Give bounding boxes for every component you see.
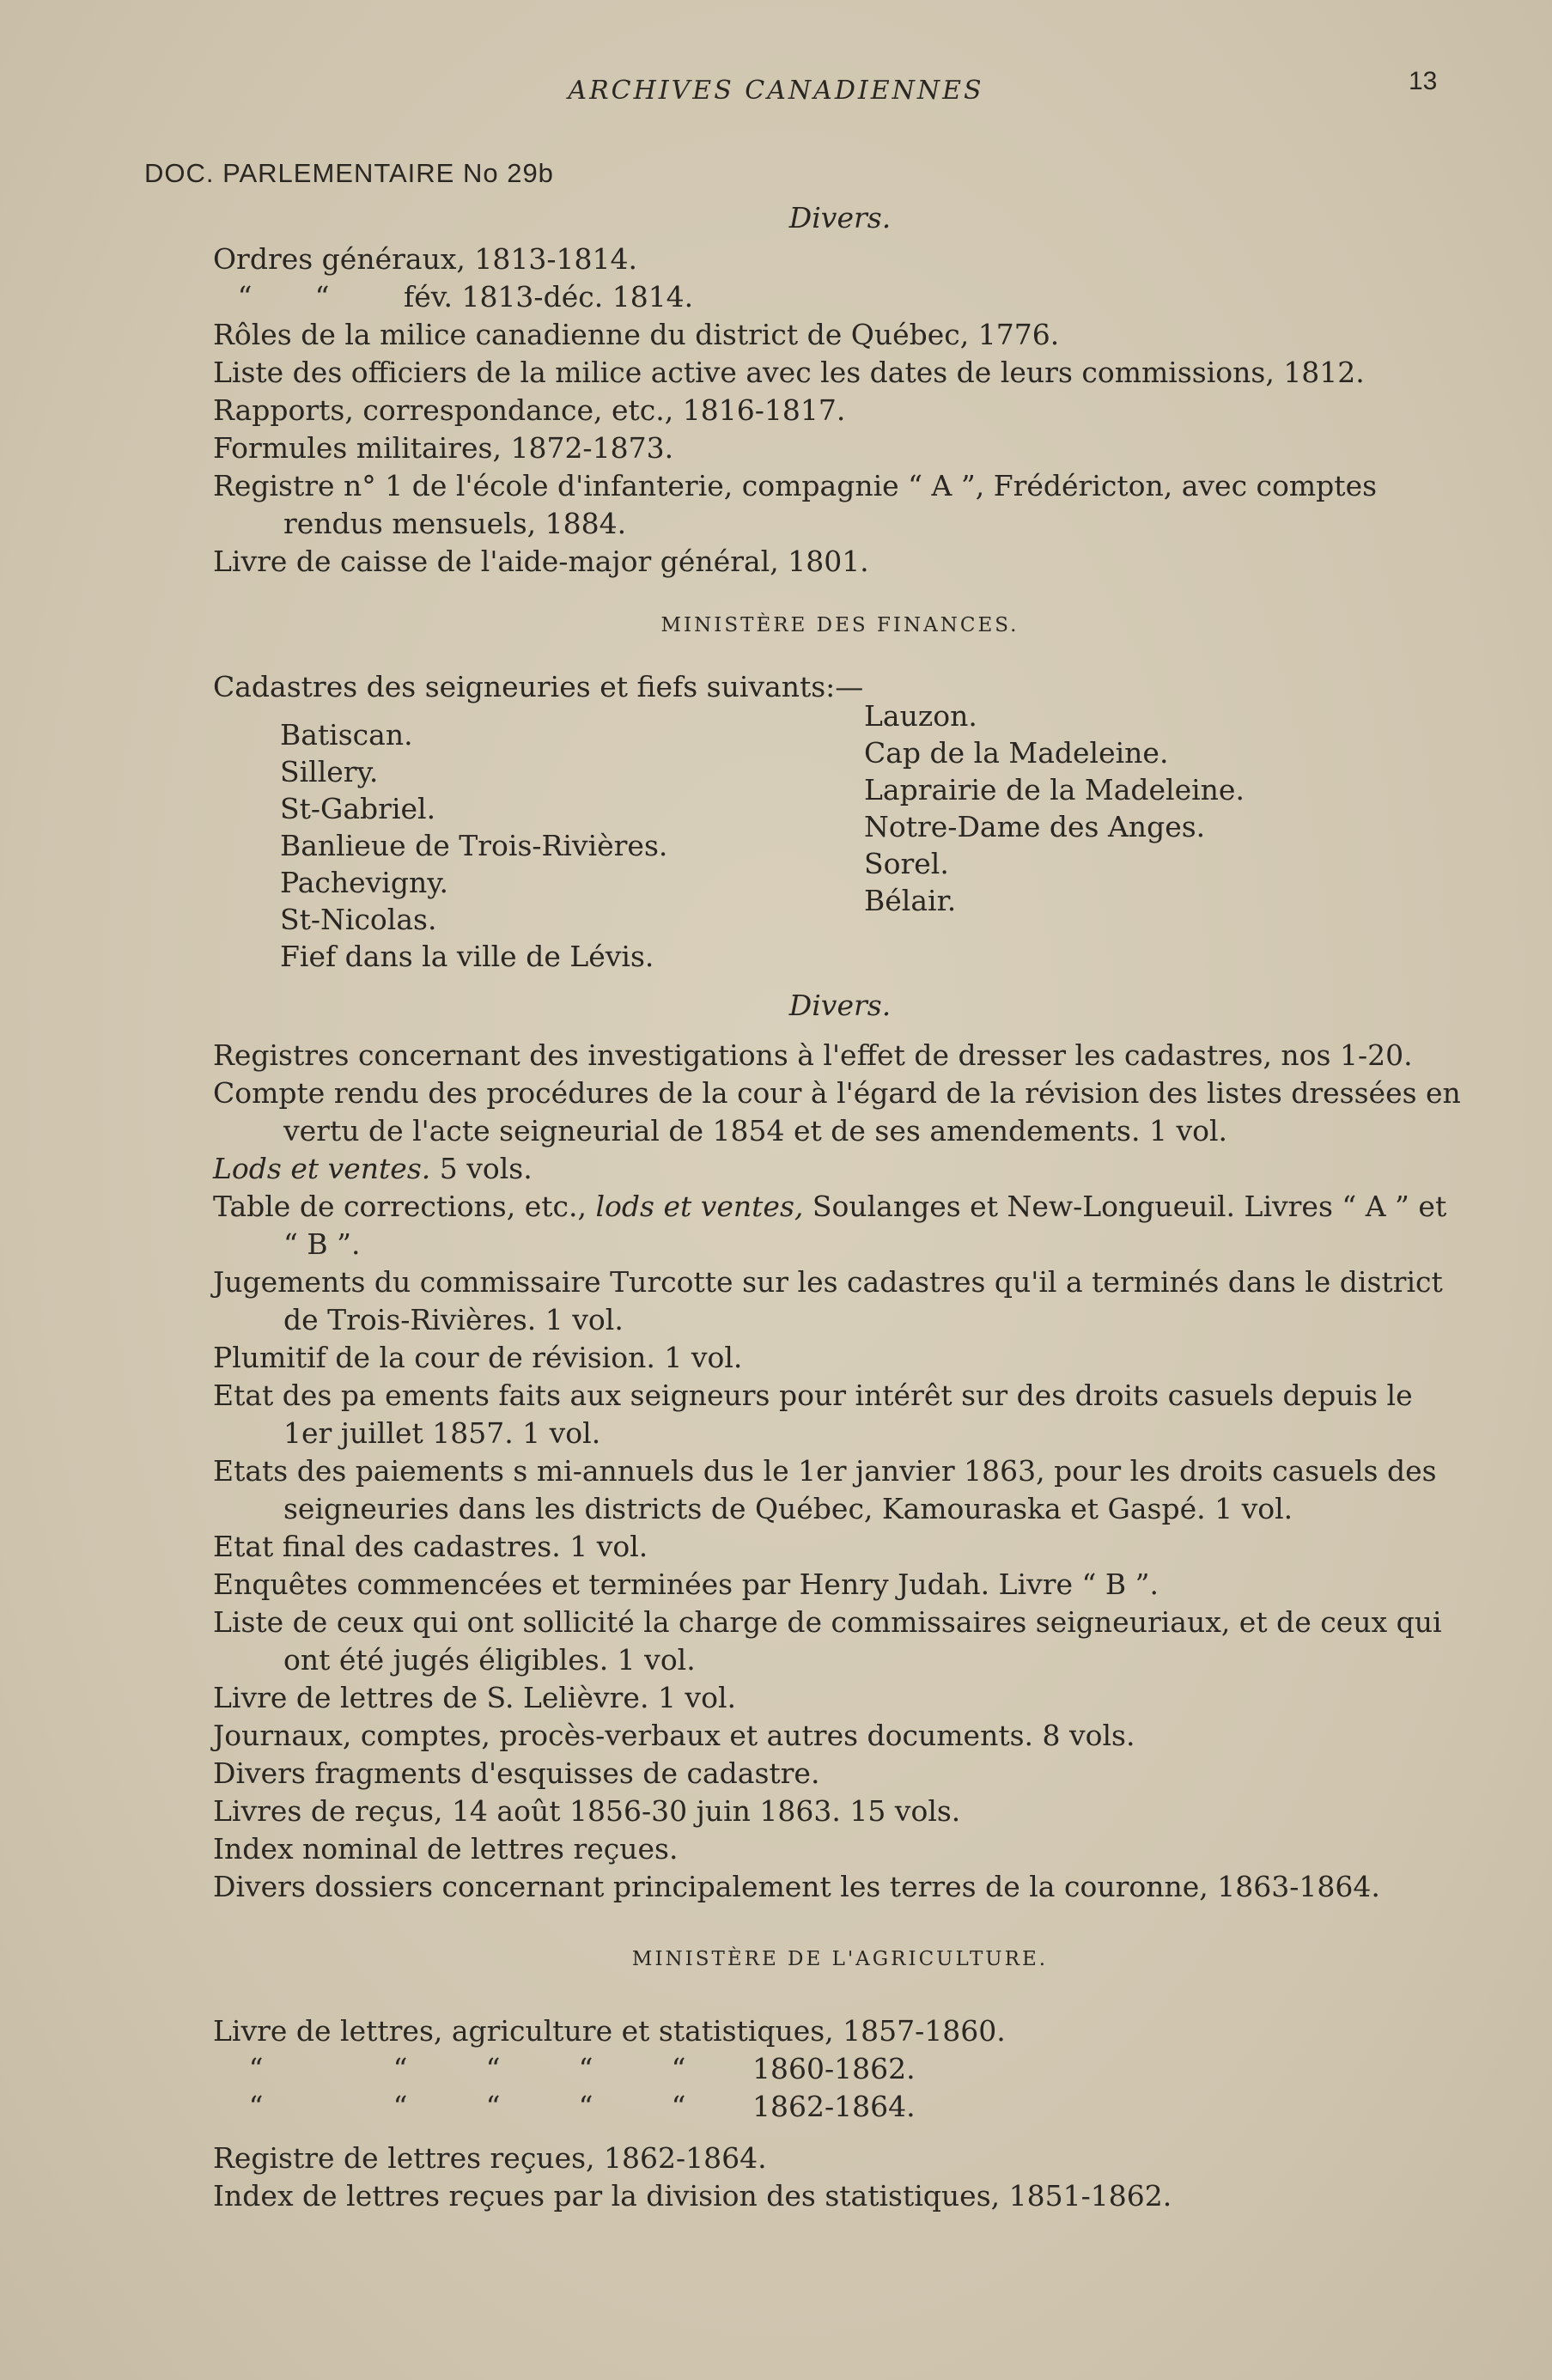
ditto-mark: “ [393, 2052, 408, 2085]
ditto-mark: “ [485, 2052, 501, 2085]
list-item: Plumitif de la cour de révision. 1 vol. [213, 1341, 743, 1374]
ditto-text: fév. 1813-déc. 1814. [404, 280, 694, 313]
section-heading-divers-2: Divers. [788, 989, 892, 1022]
section-heading-finances: MINISTÈRE DES FINANCES. [660, 614, 1019, 636]
list-item: Cap de la Madeleine. [864, 736, 1169, 770]
section-heading-divers-1: Divers. [788, 201, 892, 234]
page-number: 13 [1409, 67, 1438, 95]
section-agriculture [213, 2012, 1467, 2215]
list-item: Jugements du commissaire Turcotte sur les cadastres qu'il a terminés dans le district de Trois-Rivières. 1 vol. [213, 1265, 1443, 1336]
table-corrections-suffix: Soulanges et New-Longueuil. Livres “ A ” et “ B ”. [283, 1190, 1447, 1261]
list-item: Livre de lettres, agriculture et statistiques, 1857-1860. [213, 2014, 1006, 2048]
ditto-text: 1862-1864. [752, 2090, 916, 2123]
lods-et-ventes-volumes: 5 vols. [430, 1152, 533, 1185]
list-item: Compte rendu des procédures de la cour à l'égard de la révision des listes dressées en vertu de l'acte seigneurial de 1854 et de ses amendements. 1 vol. [213, 1076, 1461, 1147]
running-head: ARCHIVES CANADIENNES [568, 76, 984, 106]
ditto-mark: “ [671, 2090, 686, 2123]
seigneuries-right-column [864, 697, 1379, 975]
list-item: Sillery. [280, 755, 379, 788]
ditto-mark: “ [237, 280, 253, 313]
list-item: Banlieue de Trois-Rivières. [280, 829, 668, 862]
list-item: Journaux, comptes, procès-verbaux et autres documents. 8 vols. [213, 1719, 1135, 1752]
lods-et-ventes-label: Lods et ventes. [213, 1152, 431, 1185]
ditto-mark: “ [578, 2052, 593, 2085]
ditto-mark: “ [393, 2090, 408, 2123]
cadastres-intro: Cadastres des seigneuries et fiefs suivants:— [213, 670, 864, 703]
list-item: Enquêtes commencées et terminées par Henry Judah. Livre “ B ”. [213, 1567, 1159, 1601]
ditto-mark: “ [248, 2090, 264, 2123]
ditto-line [213, 2088, 1467, 2126]
list-item: Notre-Dame des Anges. [864, 810, 1206, 843]
list-item: Divers dossiers concernant principalement les terres de la couronne, 1863-1864. [213, 1870, 1380, 1903]
seigneuries-columns [213, 699, 1467, 975]
list-item: Divers fragments d'esquisses de cadastre. [213, 1756, 820, 1790]
document-reference: DOC. PARLEMENTAIRE No 29b [144, 158, 554, 188]
list-item: Lauzon. [864, 699, 977, 733]
list-item: Pachevigny. [280, 866, 448, 899]
list-item: Laprairie de la Madeleine. [864, 773, 1245, 807]
list-item: Liste de ceux qui ont sollicité la charge de commissaires seigneuriaux, et de ceux qui ont été jugés éligibles. 1 vol. [213, 1605, 1442, 1677]
list-item: Index de lettres reçues par la division des statistiques, 1851-1862. [213, 2179, 1172, 2213]
section-heading-agriculture: MINISTÈRE DE L'AGRICULTURE. [631, 1948, 1049, 1970]
ditto-line [213, 2050, 1467, 2088]
ditto-mark: “ [314, 280, 330, 313]
list-item: Bélair. [864, 884, 957, 917]
list-item: Registres concernant des investigations à l'effet de dresser les cadastres, nos 1-20. [213, 1038, 1413, 1072]
list-item: Livres de reçus, 14 août 1856-30 juin 1863. 15 vols. [213, 1794, 961, 1828]
list-item: Registre n° 1 de l'école d'infanterie, compagnie “ A ”, Frédéricton, avec comptes rendus mensuels, 1884. [213, 469, 1378, 540]
list-item: Etats des paiements s mi-annuels dus le 1er janvier 1863, pour les droits casuels des seigneuries dans les districts de Québec, Kamouraska et Gaspé. 1 vol. [213, 1454, 1437, 1525]
ditto-mark: “ [578, 2090, 593, 2123]
ditto-mark: “ [248, 2052, 264, 2085]
list-item: Livre de lettres de S. Lelièvre. 1 vol. [213, 1681, 736, 1714]
list-item: Index nominal de lettres reçues. [213, 1832, 679, 1866]
list-item: Sorel. [864, 847, 949, 880]
list-item: Formules militaires, 1872-1873. [213, 431, 674, 465]
section-divers-2 [213, 1037, 1467, 1906]
list-item: Etat des pa ements faits aux seigneurs pour intérêt sur des droits casuels depuis le 1er juillet 1857. 1 vol. [213, 1379, 1413, 1450]
list-item: Ordres généraux, 1813-1814. [213, 242, 638, 276]
list-item: St-Nicolas. [280, 903, 437, 936]
list-item: Fief dans la ville de Lévis. [280, 940, 654, 973]
list-item: St-Gabriel. [280, 792, 436, 825]
list-item: Rapports, correspondance, etc., 1816-1817. [213, 393, 846, 427]
page-body [213, 194, 1467, 2215]
list-item: Rôles de la milice canadienne du district de Québec, 1776. [213, 318, 1060, 351]
list-item: Livre de caisse de l'aide-major général, 1801. [213, 545, 869, 578]
list-item [213, 1150, 1467, 1188]
section-divers-1 [213, 240, 1467, 581]
list-item: Registre de lettres reçues, 1862-1864. [213, 2141, 767, 2175]
ditto-text: 1860-1862. [752, 2052, 916, 2085]
ditto-mark: “ [671, 2052, 686, 2085]
list-item: Batiscan. [280, 718, 413, 752]
ditto-line [213, 278, 1467, 316]
seigneuries-left-column [213, 716, 864, 975]
list-item: Etat final des cadastres. 1 vol. [213, 1530, 648, 1563]
list-item [213, 1188, 1467, 1263]
list-item: Liste des officiers de la milice active avec les dates de leurs commissions, 1812. [213, 356, 1365, 389]
table-corrections-label: Table de corrections, etc., [213, 1190, 587, 1223]
ditto-mark: “ [485, 2090, 501, 2123]
table-corrections-italic: lods et ventes, [595, 1190, 804, 1223]
